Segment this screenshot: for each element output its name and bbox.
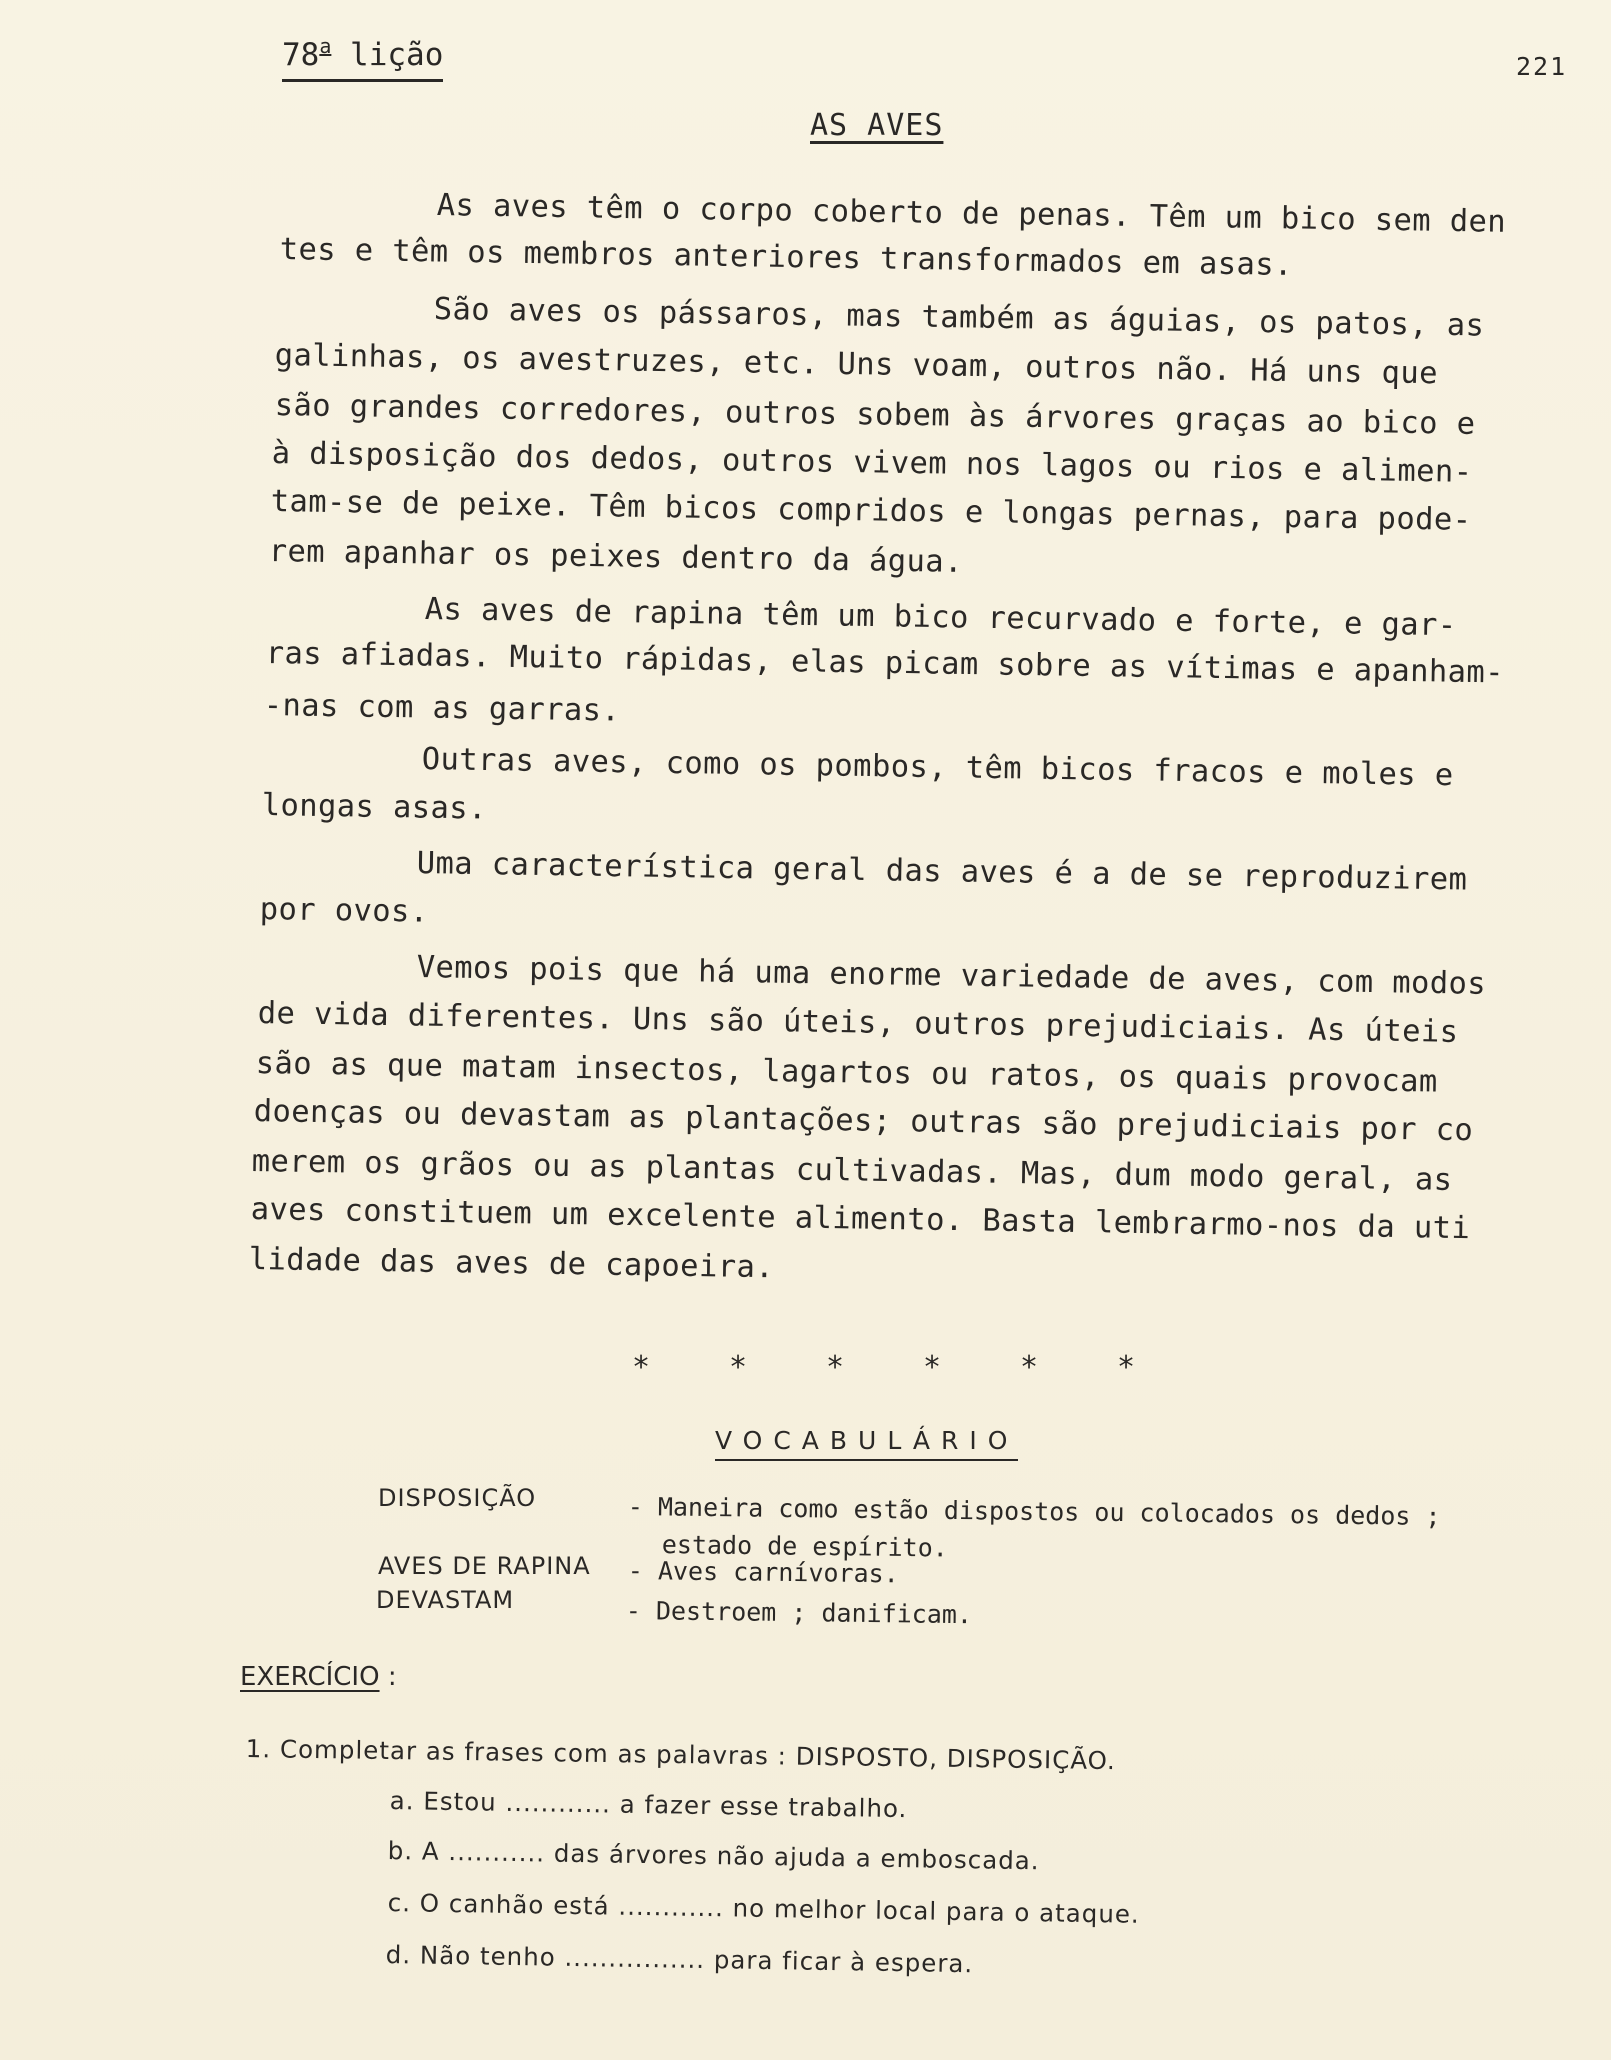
text-line: Outras aves, como os pombos, têm bicos fracos e moles e xyxy=(421,742,1454,794)
vocabulary-definition: - Aves carnívoras. xyxy=(627,1556,899,1589)
lesson-word: lição xyxy=(350,37,444,73)
exercise-heading xyxy=(240,1662,397,1692)
lesson-heading xyxy=(282,34,443,82)
section-separator xyxy=(632,1350,1214,1385)
separator-star: * xyxy=(632,1350,651,1385)
text-line: As aves têm o corpo coberto de penas. Têm um bico sem den xyxy=(436,188,1507,240)
separator-star: * xyxy=(1020,1350,1039,1385)
text-line: Uma característica geral das aves é a de se reproduzirem xyxy=(416,846,1468,898)
exercise-heading-label: EXERCÍCIO xyxy=(240,1662,380,1692)
text-line: longas asas. xyxy=(261,788,488,827)
separator-star: * xyxy=(729,1350,748,1385)
vocabulary-term: DEVASTAM xyxy=(376,1586,515,1614)
text-line: lidade das aves de capoeira. xyxy=(248,1242,775,1286)
text-line: galinhas, os avestruzes, etc. Uns voam, outros não. Há uns que xyxy=(274,338,1439,392)
vocabulary-term: DISPOSIÇÃO xyxy=(378,1484,537,1512)
text-line: São aves os pássaros, mas também as águias, os patos, as xyxy=(433,292,1485,344)
separator-star: * xyxy=(826,1350,845,1385)
text-line: Vemos pois que há uma enorme variedade de aves, com modos xyxy=(416,950,1487,1002)
vocabulary-definition-continued: estado de espírito. xyxy=(661,1530,948,1563)
separator-star: * xyxy=(1117,1350,1136,1385)
vocabulary-heading: VOCABULÁRIO xyxy=(715,1426,1018,1461)
text-line: tes e têm os membros anteriores transformados em asas. xyxy=(279,232,1294,283)
exercise-instruction: 1. Completar as frases com as palavras : DISPOSTO, DISPOSIÇÃO. xyxy=(245,1734,1116,1776)
text-line: ras afiadas. Muito rápidas, elas picam sobre as vítimas e apanham- xyxy=(265,636,1505,691)
exercise-item: d. Não tenho ................ para ficar à espera. xyxy=(385,1940,974,1979)
page-title: AS AVES xyxy=(810,108,944,143)
exercise-item: a. Estou ............ a fazer esse trabalho. xyxy=(389,1786,908,1824)
text-line: As aves de rapina têm um bico recurvado e forte, e gar- xyxy=(424,592,1457,644)
text-line: são as que matam insectos, lagartos ou ratos, os quais provocam xyxy=(255,1046,1438,1100)
text-line: de vida diferentes. Uns são úteis, outros prejudiciais. As úteis xyxy=(257,996,1459,1050)
exercise-item: b. A ........... das árvores não ajuda a emboscada. xyxy=(387,1836,1040,1876)
text-line: são grandes corredores, outros sobem às árvores graças ao bico e xyxy=(274,388,1476,442)
separator-star: * xyxy=(923,1350,942,1385)
vocabulary-definition: - Destroem ; danificam. xyxy=(625,1596,973,1630)
text-line: por ovos. xyxy=(259,892,429,930)
lesson-ordinal-suffix: a xyxy=(319,34,332,58)
text-line: rem apanhar os peixes dentro da água. xyxy=(268,534,964,580)
text-line: doenças ou devastam as plantações; outras são prejudiciais por co xyxy=(253,1094,1474,1149)
text-line: aves constituem um excelente alimento. Basta lembrarmo-nos da uti xyxy=(250,1192,1471,1247)
lesson-number: 78 xyxy=(282,37,320,73)
page-number: 221 xyxy=(1516,52,1568,81)
text-line: -nas com as garras. xyxy=(263,688,621,729)
vocabulary-definition: - Maneira como estão dispostos ou colocados os dedos ; xyxy=(627,1492,1441,1531)
exercise-heading-colon: : xyxy=(387,1662,397,1692)
text-line: merem os grãos ou as plantas cultivadas. Mas, dum modo geral, as xyxy=(251,1144,1453,1198)
vocabulary-term: AVES DE RAPINA xyxy=(378,1552,591,1580)
exercise-item: c. O canhão está ............ no melhor local para o ataque. xyxy=(387,1888,1140,1929)
text-line: tam-se de peixe. Têm bicos compridos e longas pernas, para pode- xyxy=(270,484,1472,538)
text-line: à disposição dos dedos, outros vivem nos lagos ou rios e alimen- xyxy=(271,436,1473,490)
